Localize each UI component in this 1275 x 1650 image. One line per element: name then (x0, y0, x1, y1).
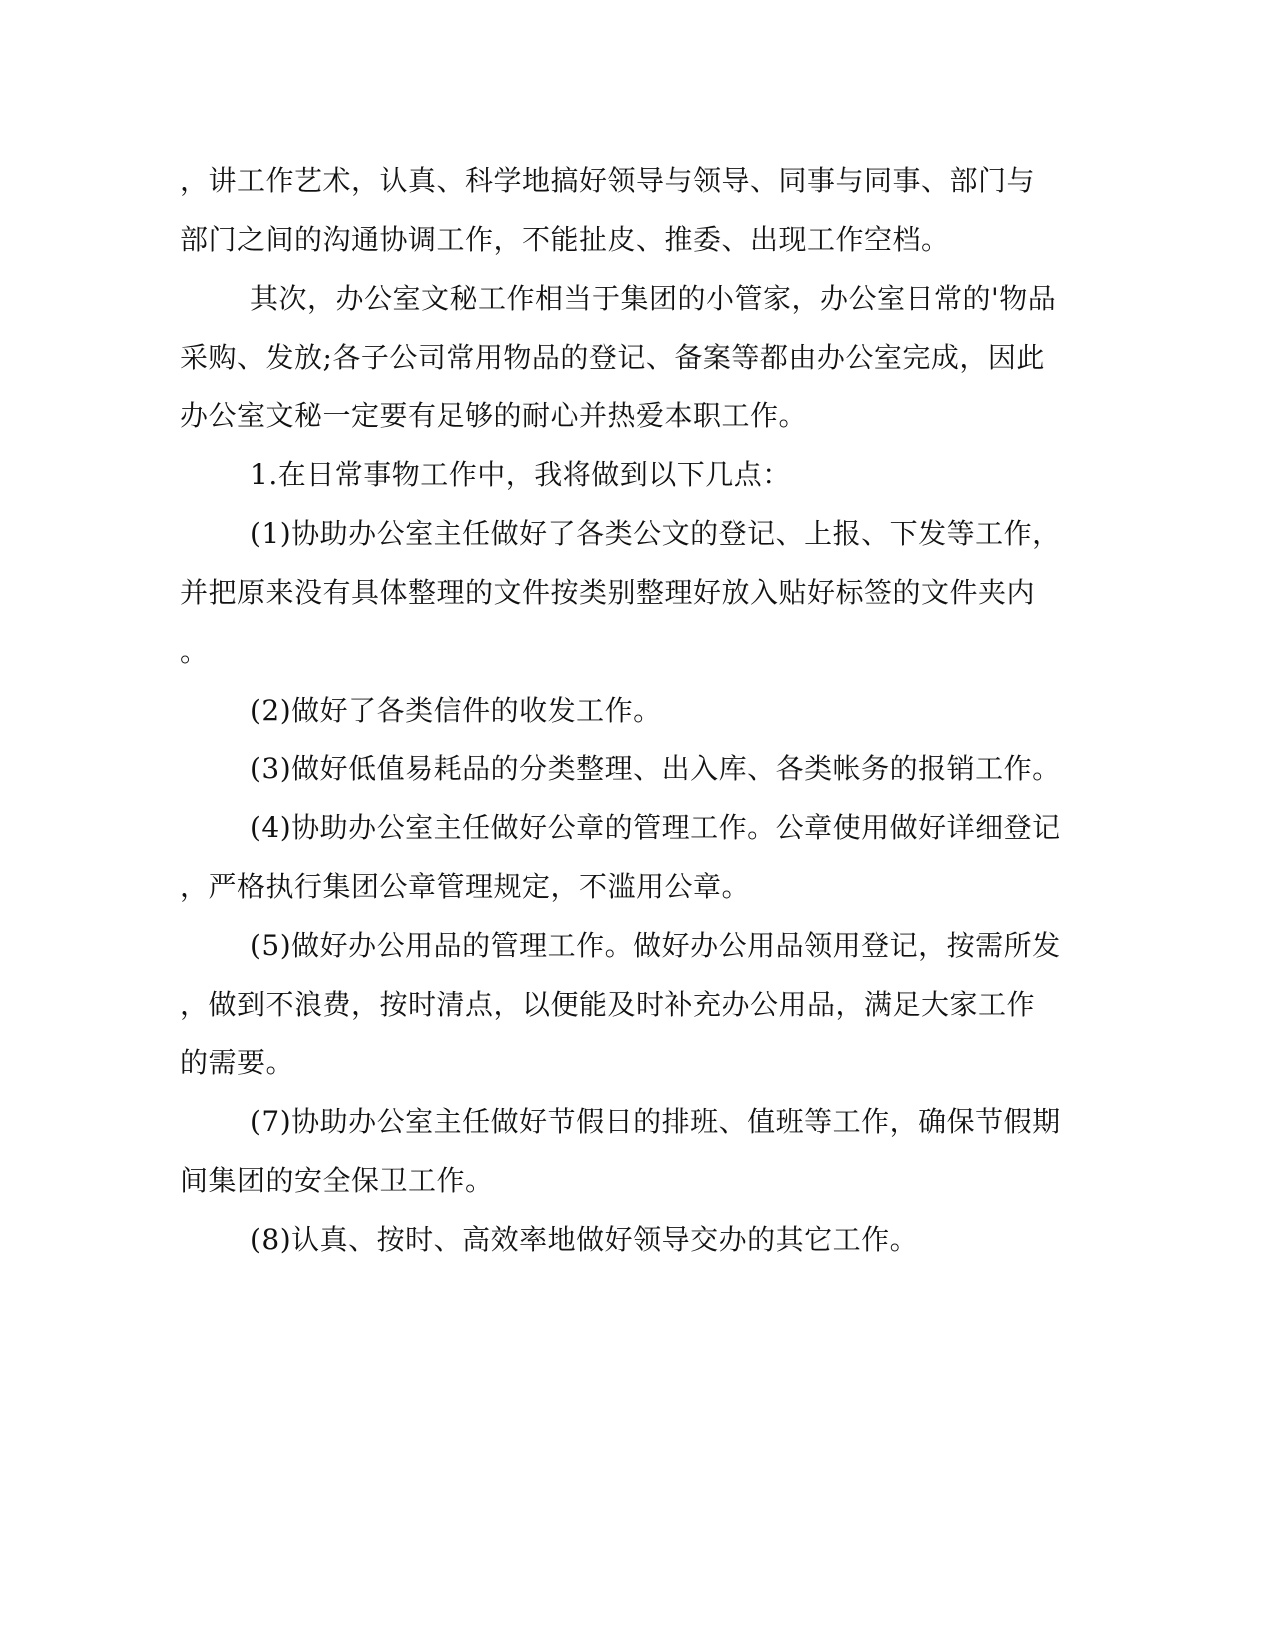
text-line: ，做到不浪费，按时清点，以便能及时补充办公用品，满足大家工作 (180, 988, 1036, 1021)
text-line: 间集团的安全保卫工作。 (180, 1164, 494, 1197)
text-line: (4)协助办公室主任做好公章的管理工作。公章使用做好详细登记 (250, 811, 1061, 844)
text-line: ，严格执行集团公章管理规定，不滥用公章。 (180, 870, 751, 903)
text-line: (5)做好办公用品的管理工作。做好办公用品领用登记，按需所发 (250, 929, 1061, 962)
text-line: 的需要。 (180, 1046, 295, 1079)
text-line: 1.在日常事物工作中，我将做到以下几点： (250, 458, 791, 491)
text-line: 部门之间的沟通协调工作，不能扯皮、推委、出现工作空档。 (180, 223, 950, 256)
text-line: 办公室文秘一定要有足够的耐心并热爱本职工作。 (180, 399, 808, 432)
text-line: 。 (180, 635, 209, 668)
text-line: ，讲工作艺术，认真、科学地搞好领导与领导、同事与同事、部门与 (180, 164, 1036, 197)
text-line: (3)做好低值易耗品的分类整理、出入库、各类帐务的报销工作。 (250, 752, 1061, 785)
text-line: (1)协助办公室主任做好了各类公文的登记、上报、下发等工作， (250, 517, 1061, 550)
text-line: 其次，办公室文秘工作相当于集团的小管家，办公室日常的'物品 (250, 282, 1057, 315)
text-line: (7)协助办公室主任做好节假日的排班、值班等工作，确保节假期 (250, 1105, 1061, 1138)
text-line: 并把原来没有具体整理的文件按类别整理好放入贴好标签的文件夹内 (180, 576, 1036, 609)
text-line: 采购、发放;各子公司常用物品的登记、备案等都由办公室完成，因此 (180, 341, 1045, 374)
text-line: (8)认真、按时、高效率地做好领导交办的其它工作。 (250, 1223, 919, 1256)
text-line: (2)做好了各类信件的收发工作。 (250, 694, 662, 727)
